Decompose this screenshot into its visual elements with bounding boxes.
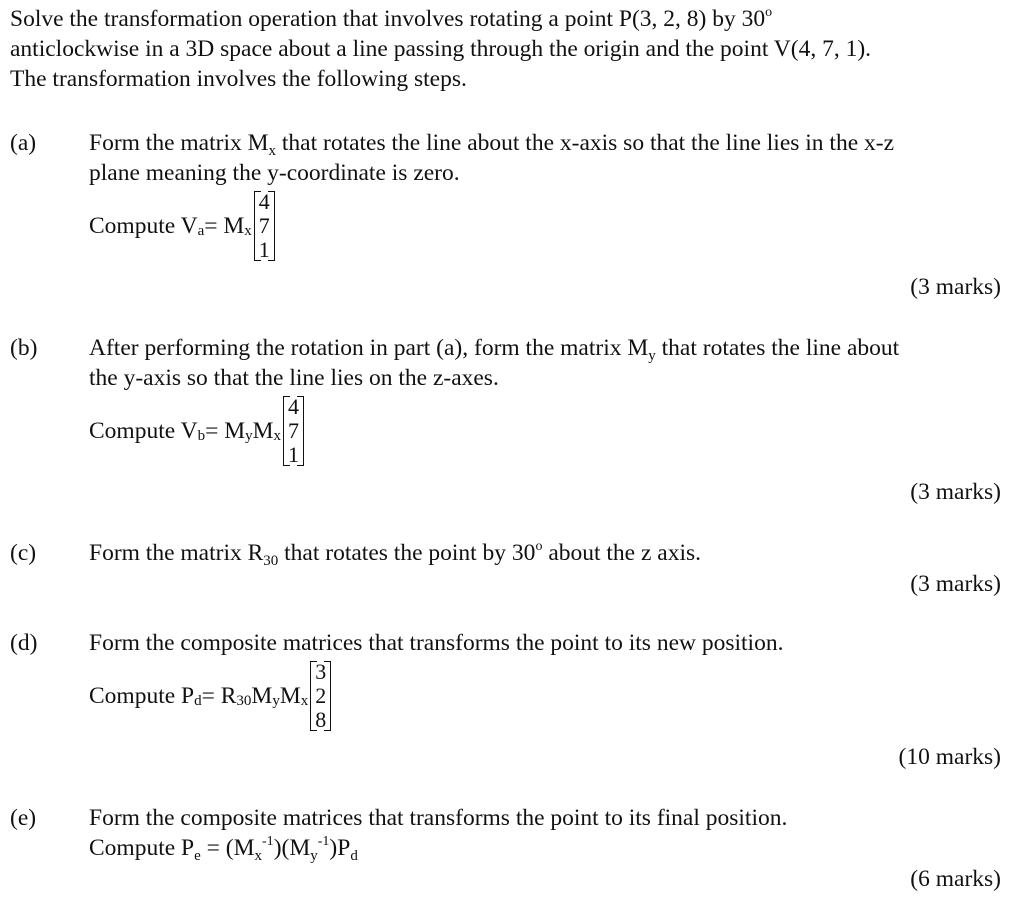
vector-entry: 1 [288, 442, 300, 467]
subscript: e [194, 848, 201, 864]
compute-text: Compute V [89, 418, 198, 444]
part-c-text: Form the matrix R [89, 540, 264, 566]
vector-entry: 4 [288, 394, 300, 419]
part-a-text: that rotates the line about the x-axis so that the line lies in the x-z [276, 130, 895, 156]
part-a-compute: Compute V a = M x 4 7 1 [89, 190, 275, 262]
part-e-body [89, 803, 1004, 863]
part-a-text: Form the matrix M [89, 130, 269, 156]
part-b-label: (b) [10, 335, 38, 361]
degree-superscript: o [535, 539, 543, 554]
vector-entry: 7 [258, 213, 270, 238]
intro-line-3: The transformation involves the following steps. [10, 66, 467, 92]
compute-text: )P [329, 835, 351, 861]
vector-entry: 2 [315, 683, 327, 708]
part-a-line-1 [89, 128, 1004, 158]
superscript: -1 [317, 834, 330, 849]
intro-line-1 [10, 4, 1010, 34]
compute-text: M [279, 683, 301, 709]
part-e-label: (e) [10, 805, 37, 831]
column-vector [310, 660, 331, 732]
vector-entry: 7 [288, 418, 300, 443]
subscript: d [350, 848, 358, 864]
question-intro [10, 4, 1010, 94]
subscript: x [268, 143, 276, 159]
compute-text: = M [204, 213, 245, 239]
compute-text: )(M [273, 835, 311, 861]
part-a-marks: (3 marks) [910, 274, 1001, 300]
subscript: y [648, 348, 656, 364]
part-b-line-1 [89, 333, 1004, 363]
part-a-line-2: plane meaning the y-coordinate is zero. [89, 160, 460, 186]
subscript: 30 [263, 553, 279, 569]
compute-text: M [251, 683, 273, 709]
column-vector [254, 190, 275, 262]
part-d-body [89, 628, 1004, 732]
part-c-line-1 [89, 538, 1004, 568]
column-vector [283, 395, 304, 467]
compute-text: Compute P [89, 835, 195, 861]
part-c-body [89, 538, 1004, 568]
compute-text: M [252, 418, 274, 444]
vector-entry: 3 [315, 659, 327, 684]
part-b-line-2: the y-axis so that the line lies on the z-axes. [89, 365, 499, 391]
part-d-marks: (10 marks) [898, 744, 1001, 770]
compute-text: = M [205, 418, 246, 444]
part-a-label: (a) [10, 130, 37, 156]
degree-superscript: o [765, 5, 773, 20]
vector-entry: 8 [315, 707, 327, 732]
compute-text: = (M [200, 835, 255, 861]
part-b-text: After performing the rotation in part (a), form the matrix M [89, 335, 649, 361]
part-e-marks: (6 marks) [910, 866, 1001, 892]
part-c-text: about the z axis. [542, 540, 702, 566]
part-b-marks: (3 marks) [910, 479, 1001, 505]
part-d-compute: Compute P d = R 30 M y M x 3 2 8 [89, 660, 331, 732]
part-d-line-1: Form the composite matrices that transforms the point to its new position. [89, 630, 784, 656]
vector-entry: 4 [258, 189, 270, 214]
part-c-text: that rotates the point by 30 [278, 540, 536, 566]
subscript: x [254, 848, 263, 864]
intro-line-1-text: Solve the transformation operation that involves rotating a point P(3, 2, 8) by 30 [10, 6, 766, 32]
part-d-label: (d) [10, 630, 38, 656]
part-e-compute [89, 833, 1004, 863]
part-c-marks: (3 marks) [910, 571, 1001, 597]
intro-line-2: anticlockwise in a 3D space about a line passing through the origin and the point V(4, 7, 1). [10, 36, 872, 62]
part-a-body [89, 128, 1004, 262]
part-c-label: (c) [10, 540, 37, 566]
compute-text: = R [201, 683, 237, 709]
superscript: -1 [262, 834, 274, 849]
part-b-body [89, 333, 1004, 467]
compute-text: Compute P [89, 683, 195, 709]
part-e-line-1: Form the composite matrices that transforms the point to its final position. [89, 805, 788, 831]
subscript: y [310, 848, 318, 864]
part-b-compute: Compute V b = M y M x 4 7 1 [89, 395, 304, 467]
part-b-text: that rotates the line about [655, 335, 900, 361]
compute-text: Compute V [89, 213, 198, 239]
vector-entry: 1 [258, 237, 270, 262]
